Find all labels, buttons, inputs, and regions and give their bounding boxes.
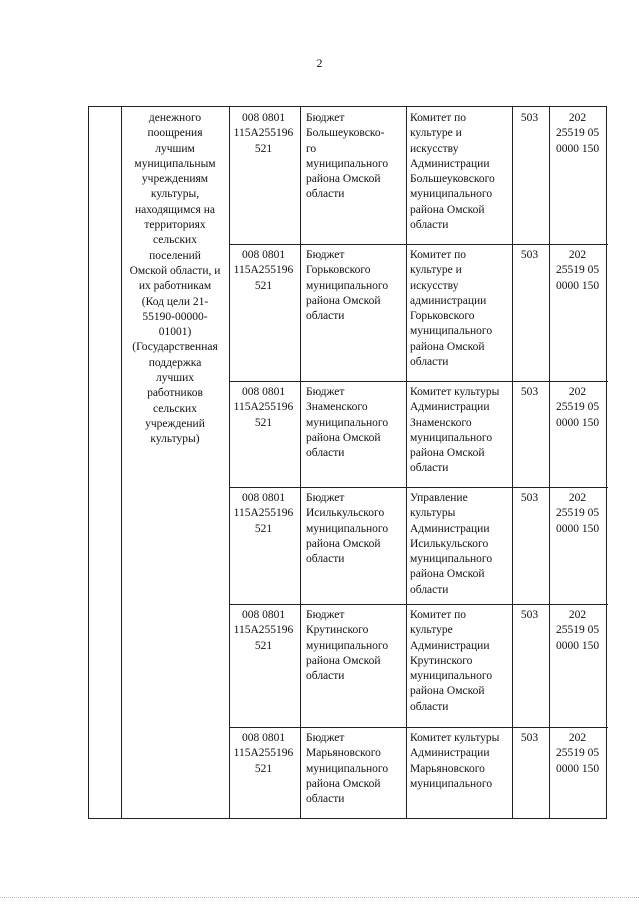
text-line: 0000 150 (555, 639, 600, 652)
text-line: культуре (410, 624, 453, 637)
text-line: культуры (410, 507, 456, 520)
page-number: 2 (316, 56, 323, 70)
column-divider (229, 107, 230, 818)
text-line: области (410, 356, 449, 369)
text-line: поселений (149, 249, 201, 262)
text-line: муниципального (306, 279, 389, 292)
text-line: 202 (568, 609, 587, 621)
text-line: района Омской (410, 568, 485, 581)
text-line: 25519 05 (555, 507, 600, 520)
text-line: муниципального (306, 416, 389, 429)
text-line: района Омской (306, 431, 381, 444)
column-divider (406, 107, 407, 818)
text-line: Марьяновского (410, 762, 485, 775)
text-line: Бюджет (306, 112, 345, 124)
kbk-cell (549, 731, 606, 777)
text-line: Исилькульского (306, 507, 385, 520)
recipient-cell (410, 111, 510, 233)
text-line: Бюджет (306, 732, 345, 744)
text-line: области (410, 583, 449, 596)
recipient-cell (410, 385, 510, 477)
text-line: денежного (148, 112, 202, 124)
text-line: сельских (153, 402, 197, 415)
column-divider (512, 107, 513, 818)
kbk-cell (549, 608, 606, 654)
code-cell (229, 608, 298, 654)
text-line: Крутинского (306, 624, 369, 637)
text-line: 521 (254, 142, 273, 155)
text-line: Администрации (410, 157, 490, 170)
text-line: Администрации (410, 639, 490, 652)
text-line: Комитет по (410, 249, 466, 261)
number-cell: 503 (520, 249, 539, 261)
text-line: муниципальным (134, 157, 216, 170)
text-line: 0000 150 (555, 279, 600, 292)
text-line: Управление (410, 492, 468, 504)
text-line: 008 0801 (241, 249, 286, 261)
text-line: 115A255196 (233, 624, 294, 637)
text-line: муниципального (410, 325, 493, 338)
text-line: 115A255196 (233, 127, 294, 140)
text-line: 521 (254, 639, 273, 652)
kbk-cell (549, 385, 606, 431)
text-line: муниципального (306, 157, 389, 170)
kbk-cell (549, 491, 606, 537)
text-line: 202 (568, 249, 587, 261)
column-divider (549, 107, 550, 818)
text-line: муниципального (306, 639, 389, 652)
text-line: Горьковского (410, 310, 475, 323)
text-line: 521 (254, 762, 273, 775)
text-line: Знаменского (306, 401, 368, 414)
text-line: 008 0801 (241, 492, 286, 504)
text-line: 202 (568, 732, 587, 744)
text-line: Исилькульского (410, 537, 489, 550)
number-cell: 503 (520, 609, 539, 621)
text-line: 115A255196 (233, 264, 294, 277)
number-cell: 503 (520, 492, 539, 504)
text-line: 25519 05 (555, 264, 600, 277)
text-line: их работникам (138, 280, 212, 293)
code-cell (229, 111, 298, 157)
text-line: (Код цели 21- (141, 295, 209, 308)
text-line: поощрения (147, 127, 203, 140)
text-line: лучшим (155, 142, 195, 155)
text-line: 01001) (158, 326, 192, 339)
number-cell: 503 (520, 386, 539, 398)
text-line: района Омской (306, 537, 381, 550)
text-line: 55190-00000- (142, 310, 208, 323)
text-line: Большеуковского (410, 173, 495, 186)
row-divider (229, 244, 608, 245)
text-line: находящимся на (135, 203, 215, 216)
allocation-table (88, 106, 607, 819)
row-divider (229, 604, 608, 605)
text-line: сельских (153, 234, 197, 247)
text-line: области (410, 700, 449, 713)
text-line: области (306, 793, 345, 806)
text-line: учреждениям (141, 173, 209, 186)
budget-cell (306, 111, 404, 203)
text-line: администрации (410, 294, 487, 307)
text-line: района Омской (306, 173, 381, 186)
budget-cell (306, 385, 404, 461)
text-line: района Омской (410, 447, 485, 460)
text-line: Крутинского (410, 654, 473, 667)
text-line: искусству (410, 142, 459, 155)
text-line: 115A255196 (233, 507, 294, 520)
text-line: Администрации (410, 401, 490, 414)
text-line: муниципального (410, 670, 493, 683)
text-line: Знаменского (410, 416, 472, 429)
budget-cell (306, 491, 404, 567)
text-line: области (306, 310, 345, 323)
text-line: муниципального (410, 188, 493, 201)
text-line: области (306, 670, 345, 683)
text-line: 0000 150 (555, 416, 600, 429)
text-line: муниципального (306, 762, 389, 775)
column-divider (300, 107, 301, 818)
budget-cell (306, 608, 404, 684)
text-line: 25519 05 (555, 127, 600, 140)
text-line: муниципального (410, 431, 493, 444)
text-line: Бюджет (306, 609, 345, 621)
text-line: Комитет по (410, 609, 466, 621)
text-line: работников (147, 387, 203, 400)
text-line: Администрации (410, 522, 490, 535)
text-line: культуры) (150, 433, 200, 446)
purpose-cell (121, 111, 229, 448)
text-line: го (306, 142, 317, 155)
code-cell (229, 491, 298, 537)
recipient-cell (410, 731, 510, 792)
text-line: Комитет культуры (410, 386, 500, 398)
text-line: Омской области, и (129, 264, 221, 277)
text-line: области (410, 462, 449, 475)
text-line: Администрации (410, 747, 490, 760)
text-line: Большеуковско- (306, 127, 385, 140)
text-line: района Омской (410, 203, 485, 216)
code-cell (229, 385, 298, 431)
text-line: Комитет по (410, 112, 466, 124)
scan-edge (0, 897, 639, 898)
text-line: района Омской (306, 777, 381, 790)
recipient-cell (410, 248, 510, 370)
text-line: 115A255196 (233, 401, 294, 414)
text-line: лучших (155, 372, 195, 385)
text-line: района Омской (410, 685, 485, 698)
recipient-cell (410, 608, 510, 715)
text-line: 521 (254, 416, 273, 429)
text-line: 25519 05 (555, 747, 600, 760)
text-line: (Государственная (132, 341, 218, 354)
code-cell (229, 248, 298, 294)
text-line: 0000 150 (555, 762, 600, 775)
text-line: 115A255196 (233, 747, 294, 760)
text-line: 25519 05 (555, 624, 600, 637)
text-line: 521 (254, 279, 273, 292)
text-line: района Омской (410, 340, 485, 353)
budget-cell (306, 248, 404, 324)
text-line: 25519 05 (555, 401, 600, 414)
number-cell: 503 (520, 112, 539, 124)
text-line: Комитет культуры (410, 732, 500, 744)
text-line: 008 0801 (241, 732, 286, 744)
text-line: 202 (568, 112, 587, 124)
text-line: 008 0801 (241, 609, 286, 621)
text-line: Марьяновского (306, 747, 381, 760)
text-line: области (306, 553, 345, 566)
text-line: Горьковского (306, 264, 371, 277)
text-line: района Омской (306, 654, 381, 667)
text-line: территориях (144, 219, 206, 232)
text-line: муниципального (410, 777, 493, 790)
text-line: муниципального (306, 522, 389, 535)
text-line: культуре и (410, 264, 462, 277)
text-line: 0000 150 (555, 142, 600, 155)
number-cell: 503 (520, 732, 539, 744)
text-line: Бюджет (306, 492, 345, 504)
text-line: культуре и (410, 127, 462, 140)
text-line: поддержка (148, 356, 202, 369)
text-line: района Омской (306, 294, 381, 307)
text-line: Бюджет (306, 386, 345, 398)
row-divider (229, 727, 608, 728)
text-line: учреждений (145, 417, 205, 430)
text-line: 008 0801 (241, 386, 286, 398)
budget-cell (306, 731, 404, 807)
text-line: культуры, (150, 188, 200, 201)
kbk-cell (549, 111, 606, 157)
row-divider (229, 487, 608, 488)
text-line: 008 0801 (241, 112, 286, 124)
text-line: области (410, 219, 449, 232)
text-line: 202 (568, 386, 587, 398)
text-line: 521 (254, 522, 273, 535)
code-cell (229, 731, 298, 777)
text-line: искусству (410, 279, 459, 292)
text-line: 0000 150 (555, 522, 600, 535)
text-line: области (306, 447, 345, 460)
row-divider (229, 381, 608, 382)
text-line: 202 (568, 492, 587, 504)
text-line: муниципального (410, 553, 493, 566)
recipient-cell (410, 491, 510, 598)
text-line: области (306, 188, 345, 201)
text-line: Бюджет (306, 249, 345, 261)
kbk-cell (549, 248, 606, 294)
